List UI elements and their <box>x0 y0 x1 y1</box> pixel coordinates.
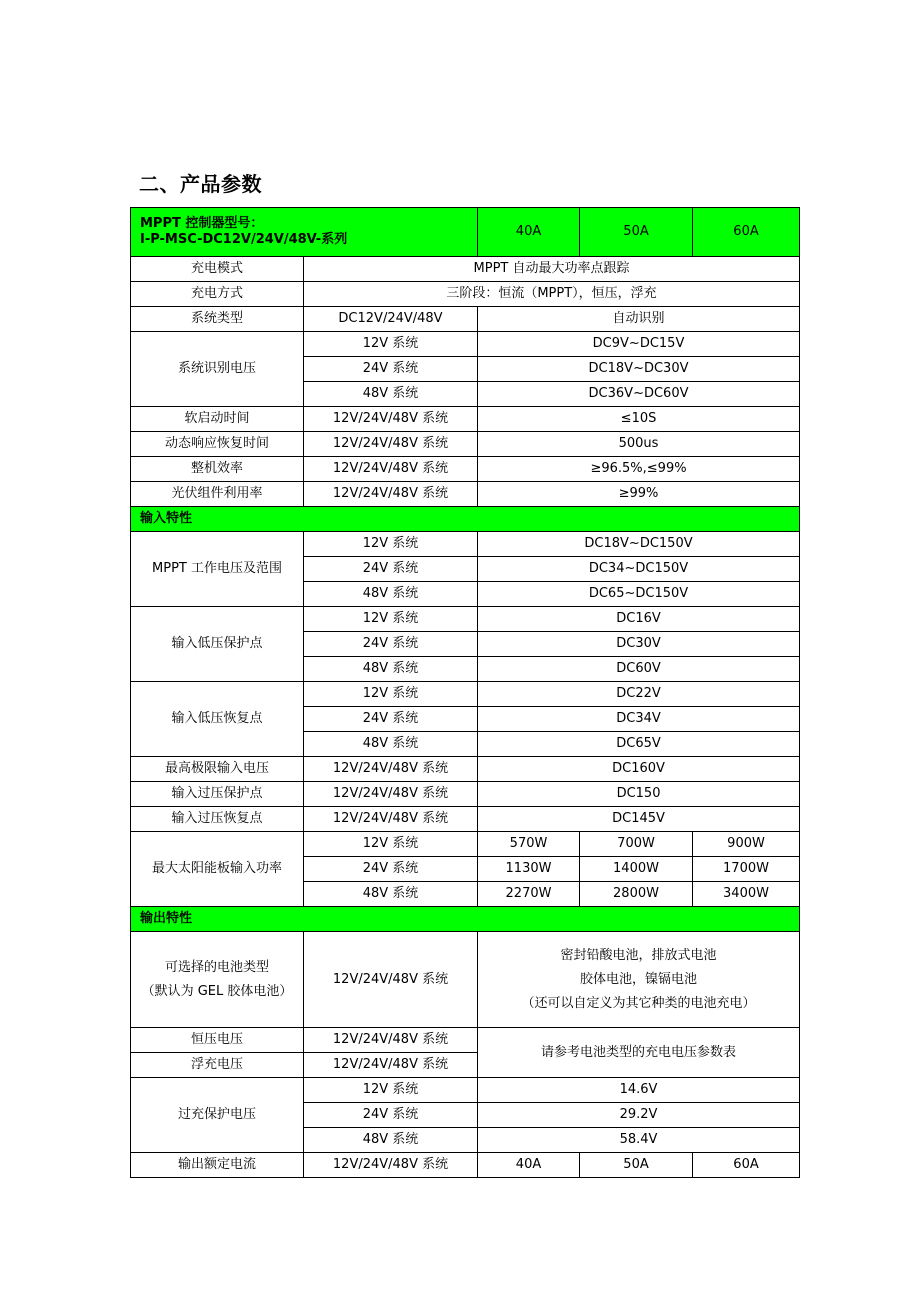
row-value: DC22V <box>478 682 800 707</box>
row-system: 24V 系统 <box>304 557 478 582</box>
table-row <box>131 407 800 432</box>
row-label: 充电模式 <box>131 257 304 282</box>
table-row <box>131 482 800 507</box>
current-40a: 40A <box>478 1153 580 1178</box>
row-system: 12V/24V/48V 系统 <box>304 1028 478 1053</box>
row-label: 最高极限输入电压 <box>131 757 304 782</box>
table-header-row <box>131 208 800 257</box>
row-label: 过充保护电压 <box>131 1078 304 1153</box>
section-title: 二、产品参数 <box>139 172 262 196</box>
product-spec-table <box>130 207 800 1178</box>
row-value: DC34V <box>478 707 800 732</box>
row-value: DC150 <box>478 782 800 807</box>
row-label: 系统类型 <box>131 307 304 332</box>
row-system: 12V 系统 <box>304 1078 478 1103</box>
row-system: 24V 系统 <box>304 1103 478 1128</box>
table-row <box>131 807 800 832</box>
current-60a: 60A <box>693 1153 800 1178</box>
power-40a: 1130W <box>478 857 580 882</box>
header-40a: 40A <box>478 208 580 257</box>
row-system: 48V 系统 <box>304 382 478 407</box>
power-50a: 2800W <box>580 882 693 907</box>
row-label: MPPT 工作电压及范围 <box>131 532 304 607</box>
battery-label-line1: 可选择的电池类型 <box>164 959 269 975</box>
row-system: 48V 系统 <box>304 732 478 757</box>
model-label-line2: I-P-MSC-DC12V/24V/48V-系列 <box>140 232 348 247</box>
section-header-input <box>131 507 800 532</box>
row-label: 系统识别电压 <box>131 332 304 407</box>
power-50a: 700W <box>580 832 693 857</box>
row-label: 软启动时间 <box>131 407 304 432</box>
header-50a: 50A <box>580 208 693 257</box>
power-60a: 3400W <box>693 882 800 907</box>
table-row <box>131 757 800 782</box>
row-value: ≤10S <box>478 407 800 432</box>
table-row <box>131 332 800 357</box>
row-value: DC16V <box>478 607 800 632</box>
row-system: 12V/24V/48V 系统 <box>304 482 478 507</box>
row-value: 请参考电池类型的充电电压参数表 <box>478 1028 800 1078</box>
row-label: 输入低压恢复点 <box>131 682 304 757</box>
row-system: 48V 系统 <box>304 582 478 607</box>
row-label: 最大太阳能板输入功率 <box>131 832 304 907</box>
row-value: DC9V~DC15V <box>478 332 800 357</box>
table-row <box>131 432 800 457</box>
row-system: 12V 系统 <box>304 832 478 857</box>
row-value: DC160V <box>478 757 800 782</box>
table-row <box>131 282 800 307</box>
current-50a: 50A <box>580 1153 693 1178</box>
row-value: DC30V <box>478 632 800 657</box>
row-system: 24V 系统 <box>304 857 478 882</box>
row-value: DC34~DC150V <box>478 557 800 582</box>
row-value: DC145V <box>478 807 800 832</box>
power-40a: 2270W <box>478 882 580 907</box>
section-header-output <box>131 907 800 932</box>
row-value: DC65~DC150V <box>478 582 800 607</box>
row-system: 48V 系统 <box>304 882 478 907</box>
row-value: 三阶段：恒流（MPPT），恒压，浮充 <box>304 282 800 307</box>
section-title-input: 输入特性 <box>131 507 800 532</box>
row-system: 12V/24V/48V 系统 <box>304 1053 478 1078</box>
row-label: 整机效率 <box>131 457 304 482</box>
table-row <box>131 307 800 332</box>
table-row <box>131 457 800 482</box>
row-system: 24V 系统 <box>304 707 478 732</box>
row-system: 12V 系统 <box>304 332 478 357</box>
row-system: 24V 系统 <box>304 632 478 657</box>
row-label: 输入过压保护点 <box>131 782 304 807</box>
table-row <box>131 1028 800 1053</box>
table-row <box>131 932 800 1028</box>
row-system: 48V 系统 <box>304 1128 478 1153</box>
row-label: 浮充电压 <box>131 1053 304 1078</box>
battery-label-line2: （默认为 GEL 胶体电池） <box>141 983 293 999</box>
battery-value-line2: 胶体电池，镍镉电池 <box>580 971 698 987</box>
row-value <box>478 932 800 1028</box>
row-value: 29.2V <box>478 1103 800 1128</box>
power-60a: 1700W <box>693 857 800 882</box>
row-system: 12V 系统 <box>304 532 478 557</box>
row-system: 12V/24V/48V 系统 <box>304 407 478 432</box>
row-system: 12V/24V/48V 系统 <box>304 457 478 482</box>
row-system: 12V/24V/48V 系统 <box>304 1153 478 1178</box>
table-row <box>131 682 800 707</box>
row-value: DC36V~DC60V <box>478 382 800 407</box>
row-value: 500us <box>478 432 800 457</box>
section-title-output: 输出特性 <box>131 907 800 932</box>
row-label: 输出额定电流 <box>131 1153 304 1178</box>
row-system: 12V 系统 <box>304 607 478 632</box>
row-system: 24V 系统 <box>304 357 478 382</box>
row-value: ≥96.5%,≤99% <box>478 457 800 482</box>
power-60a: 900W <box>693 832 800 857</box>
header-60a: 60A <box>693 208 800 257</box>
row-value: MPPT 自动最大功率点跟踪 <box>304 257 800 282</box>
power-40a: 570W <box>478 832 580 857</box>
row-label <box>131 932 304 1028</box>
row-label: 恒压电压 <box>131 1028 304 1053</box>
model-label-cell <box>131 208 478 257</box>
table-row <box>131 257 800 282</box>
row-system: 12V/24V/48V 系统 <box>304 432 478 457</box>
row-system: 48V 系统 <box>304 657 478 682</box>
row-label: 输入过压恢复点 <box>131 807 304 832</box>
row-label: 动态响应恢复时间 <box>131 432 304 457</box>
row-value: 58.4V <box>478 1128 800 1153</box>
row-value: DC65V <box>478 732 800 757</box>
table-row <box>131 832 800 857</box>
table-row <box>131 782 800 807</box>
table-row <box>131 1078 800 1103</box>
row-value: ≥99% <box>478 482 800 507</box>
row-system: 12V/24V/48V 系统 <box>304 807 478 832</box>
row-value: DC18V~DC30V <box>478 357 800 382</box>
row-system: 12V/24V/48V 系统 <box>304 932 478 1028</box>
row-label: 光伏组件利用率 <box>131 482 304 507</box>
row-value: 14.6V <box>478 1078 800 1103</box>
battery-value-line3: （还可以自定义为其它种类的电池充电） <box>521 995 756 1011</box>
row-value: 自动识别 <box>478 307 800 332</box>
row-value: DC18V~DC150V <box>478 532 800 557</box>
row-label: 输入低压保护点 <box>131 607 304 682</box>
battery-value-line1: 密封铅酸电池，排放式电池 <box>560 947 717 963</box>
table-row <box>131 532 800 557</box>
row-label: 充电方式 <box>131 282 304 307</box>
model-label-line1: MPPT 控制器型号： <box>140 216 264 231</box>
row-system: 12V 系统 <box>304 682 478 707</box>
table-row <box>131 607 800 632</box>
row-system: 12V/24V/48V 系统 <box>304 757 478 782</box>
row-value: DC60V <box>478 657 800 682</box>
table-row <box>131 1153 800 1178</box>
power-50a: 1400W <box>580 857 693 882</box>
row-system: 12V/24V/48V 系统 <box>304 782 478 807</box>
row-system: DC12V/24V/48V <box>304 307 478 332</box>
